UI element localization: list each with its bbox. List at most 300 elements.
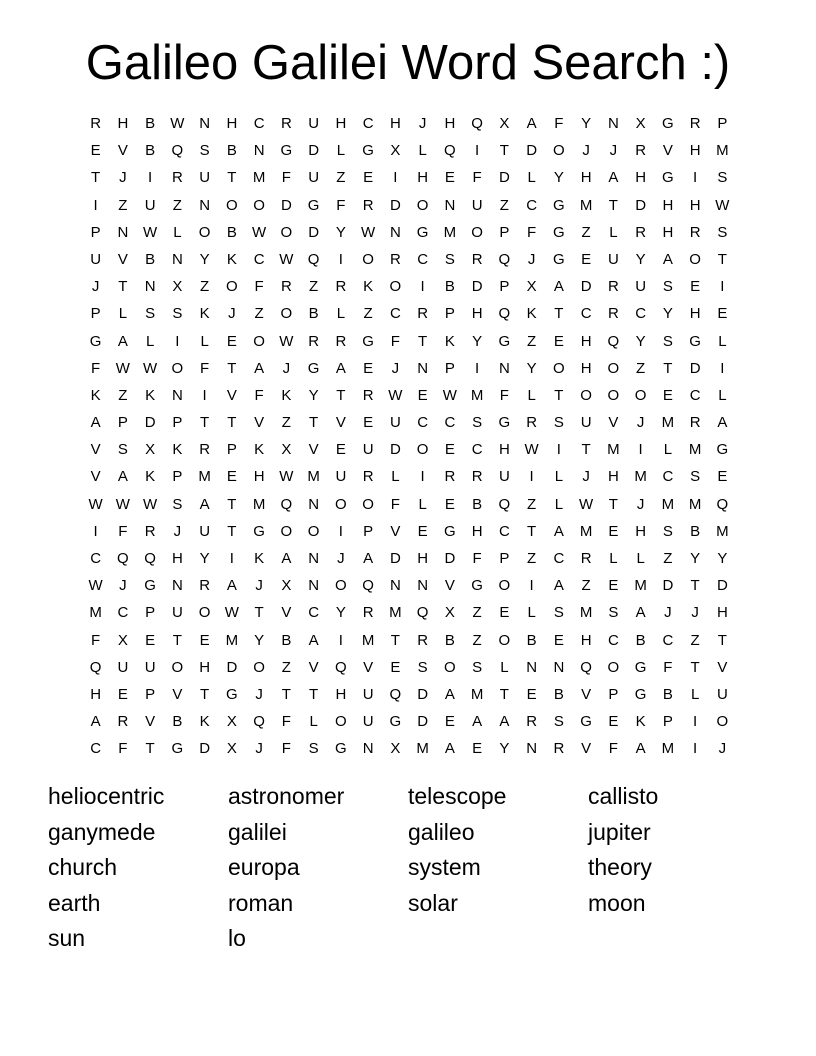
grid-letter: M [389,604,402,622]
grid-letter: R [471,250,483,268]
grid-letter: O [498,577,511,595]
grid-letter: O [171,658,184,676]
grid-letter: I [393,169,398,187]
grid-letter: I [93,196,98,214]
grid-letter: O [280,305,293,323]
grid-letter: J [636,495,645,513]
grid-letter: W [279,332,294,350]
grid-letter: I [693,740,698,758]
grid-letter: B [526,631,537,649]
grid-letter: E [363,169,374,187]
grid-letter: W [388,386,403,404]
grid-letter: R [689,115,701,132]
grid-letter: T [172,631,182,649]
grid-letter: N [607,115,619,132]
grid-letter: U [144,196,156,214]
grid-letter: F [281,740,291,758]
grid-letter: H [117,115,129,132]
grid-letter: T [608,495,618,513]
grid-letter: T [227,522,237,540]
grid-letter: K [199,305,210,323]
word-list-item: roman [228,889,294,916]
grid-letter: Q [471,115,483,132]
grid-letter: M [634,577,647,595]
grid-letter: G [89,332,102,350]
grid-letter: Y [526,359,537,377]
grid-letter: P [717,115,728,132]
grid-letter: F [200,359,210,377]
grid-letter: C [471,441,483,459]
grid-letter: P [145,604,156,622]
grid-letter: V [281,604,292,622]
grid-letter: O [498,631,511,649]
grid-letter: L [336,305,346,323]
grid-letter: F [554,115,564,132]
grid-letter: Y [717,550,728,567]
grid-letter: V [390,522,401,540]
grid-letter: W [143,223,158,241]
grid-letter: Z [499,196,509,214]
grid-letter: I [556,441,561,459]
grid-letter: P [499,550,510,567]
grid-letter: H [662,223,674,241]
grid-letter: B [690,522,701,540]
grid-letter: E [145,631,156,649]
grid-letter: L [663,441,673,459]
grid-letter: H [662,196,674,214]
grid-letter: A [635,604,646,622]
grid-letter: F [118,522,128,540]
grid-letter: G [553,250,565,268]
grid-letter: Z [527,332,537,350]
word-list-item: astronomer [228,783,345,809]
grid-letter: B [172,713,183,731]
grid-letter: Z [527,495,537,513]
grid-letter: C [417,250,429,268]
grid-letter: Q [307,250,320,268]
grid-letter: D [526,142,538,160]
grid-letter: C [526,196,538,214]
grid-letter: U [580,414,592,432]
grid-letter: R [526,414,538,432]
word-list-item: theory [588,854,652,881]
grid-letter: W [442,386,457,404]
grid-letter: R [362,386,374,404]
grid-letter: K [199,713,210,731]
grid-letter: W [361,223,376,241]
grid-letter: C [635,305,647,323]
grid-letter: O [634,386,647,404]
grid-letter: G [307,359,320,377]
word-list-item: lo [228,925,246,952]
grid-letter: T [554,305,564,323]
grid-letter: Q [144,550,156,567]
grid-letter: E [526,685,537,703]
grid-letter: Z [527,550,537,567]
grid-letter: B [281,631,292,649]
grid-letter: L [527,386,536,404]
grid-letter: R [280,278,292,296]
grid-letter: Z [472,631,482,649]
grid-letter: C [308,604,320,622]
grid-letter: V [145,713,156,731]
grid-letter: C [607,631,619,649]
grid-letter: X [390,740,401,758]
grid-letter: V [90,468,101,486]
grid-letter: D [471,278,483,296]
grid-letter: R [580,550,592,567]
grid-letter: F [91,359,101,377]
grid-letter: N [389,223,401,241]
grid-letter: D [417,713,429,731]
grid-letter: S [717,223,728,241]
grid-letter: M [579,604,593,622]
grid-letter: T [309,685,319,703]
grid-letter: V [363,658,374,676]
grid-letter: Y [635,332,646,350]
grid-letter: S [690,468,701,486]
grid-letter: L [336,142,346,160]
grid-letter: E [608,577,619,595]
grid-letter: W [224,604,239,622]
grid-letter: E [390,658,401,676]
grid-letter: D [226,658,238,676]
grid-letter: V [308,441,319,459]
grid-letter: A [553,278,564,296]
grid-letter: R [280,115,292,132]
grid-letter: B [226,142,237,160]
grid-letter: D [444,550,456,567]
grid-letter: H [253,468,265,486]
grid-letter: E [335,441,346,459]
grid-letter: R [635,223,647,241]
grid-letter: Q [498,250,511,268]
word-list-item: europa [228,854,300,881]
grid-letter: O [553,142,565,160]
grid-letter: A [308,631,319,649]
grid-letter: B [444,631,455,649]
word-list-item: moon [588,889,646,916]
grid-letter: X [226,713,237,731]
grid-letter: B [145,250,156,268]
grid-letter: E [444,495,455,513]
grid-letter: H [199,658,211,676]
grid-letter: A [226,577,237,595]
grid-letter: K [363,278,374,296]
grid-letter: R [444,468,456,486]
grid-letter: I [93,522,98,540]
grid-letter: P [499,223,510,241]
grid-letter: Y [335,223,346,241]
grid-letter: K [254,550,265,567]
grid-letter: C [90,740,102,758]
grid-letter: Z [581,577,591,595]
grid-letter: A [199,495,210,513]
grid-letter: T [690,658,700,676]
grid-letter: H [471,522,483,540]
grid-letter: J [255,685,263,703]
grid-letter: L [500,658,509,676]
grid-letter: M [661,495,675,513]
word-list-item: sun [48,925,86,952]
grid-letter: W [88,577,103,595]
grid-letter: F [254,278,264,296]
grid-letter: D [389,550,401,567]
grid-letter: Z [172,196,182,214]
grid-letter: G [444,522,456,540]
grid-letter: O [307,522,320,540]
grid-letter: T [499,685,509,703]
grid-letter: R [171,169,183,187]
grid-letter: R [689,223,701,241]
grid-letter: R [362,196,374,214]
grid-letter: H [689,305,701,323]
grid-letter: E [472,740,483,758]
grid-letter: G [580,713,592,731]
grid-letter: R [117,713,129,731]
grid-letter: U [171,604,183,622]
grid-letter: Z [336,169,346,187]
grid-letter: D [144,414,156,432]
grid-letter: I [175,332,180,350]
grid-letter: W [143,495,158,513]
grid-letter: X [526,278,537,296]
grid-letter: C [253,115,265,132]
grid-letter: K [526,305,537,323]
grid-letter: S [662,522,673,540]
grid-letter: H [580,169,592,187]
grid-letter: E [444,169,455,187]
grid-letter: Q [171,142,184,160]
grid-letter: C [498,522,510,540]
grid-letter: G [280,142,293,160]
grid-letter: R [144,522,156,540]
grid-letter: Q [498,305,511,323]
grid-letter: S [444,250,455,268]
grid-letter: C [580,305,592,323]
grid-letter: R [335,278,347,296]
grid-letter: M [252,169,266,187]
grid-letter: P [444,359,455,377]
grid-letter: S [662,278,673,296]
grid-letter: Z [363,305,373,323]
grid-letter: M [688,441,702,459]
grid-letter: F [608,740,618,758]
grid-letter: G [389,713,402,731]
grid-letter: P [117,414,128,432]
grid-letter: S [472,658,483,676]
grid-letter: T [499,142,509,160]
grid-letter: I [693,169,698,187]
grid-letter: D [716,577,728,595]
grid-letter: E [199,631,210,649]
grid-letter: Z [472,604,482,622]
grid-letter: B [472,495,483,513]
grid-letter: A [363,550,374,567]
grid-letter: C [417,414,429,432]
grid-letter: U [362,685,374,703]
page-title: Galileo Galilei Word Search :) [85,36,731,90]
grid-letter: H [389,115,401,132]
grid-letter: R [417,631,429,649]
grid-letter: Q [444,142,456,160]
grid-letter: R [417,305,429,323]
grid-letter: K [444,332,455,350]
grid-letter: O [253,196,265,214]
grid-letter: T [581,441,591,459]
grid-letter: A [472,713,483,731]
grid-letter: K [90,386,101,404]
grid-letter: H [580,332,592,350]
grid-letter: N [199,115,211,132]
grid-letter: U [335,468,347,486]
grid-letter: Q [580,658,592,676]
grid-letter: E [90,142,101,160]
grid-letter: U [308,115,320,132]
grid-letter: X [226,740,237,758]
grid-letter: P [363,522,374,540]
grid-letter: O [580,386,592,404]
grid-letter: F [472,169,482,187]
grid-letter: T [690,577,700,595]
grid-letter: G [553,196,565,214]
grid-letter: T [717,250,727,268]
grid-letter: N [308,577,320,595]
grid-letter: L [173,223,182,241]
grid-letter: W [279,468,294,486]
grid-letter: Q [416,604,429,622]
grid-letter: V [254,414,265,432]
grid-letter: Z [663,550,673,567]
grid-letter: H [417,169,429,187]
grid-letter: Q [253,713,265,731]
grid-letter: T [717,631,727,649]
grid-letter: M [416,740,429,758]
grid-letter: C [117,604,129,622]
grid-letter: G [498,332,511,350]
grid-letter: T [118,278,128,296]
grid-letter: M [661,414,675,432]
grid-letter: B [553,685,564,703]
grid-letter: P [90,305,101,323]
grid-letter: N [553,658,565,676]
grid-letter: O [689,250,701,268]
grid-letter: H [171,550,183,567]
grid-letter: C [362,115,374,132]
grid-letter: R [635,142,647,160]
grid-letter: F [527,223,537,241]
grid-letter: E [444,713,455,731]
grid-letter: L [527,604,536,622]
grid-letter: F [336,196,346,214]
grid-letter: S [553,713,564,731]
grid-letter: I [148,169,153,187]
grid-letter: N [308,550,320,567]
word-list-item: jupiter [588,818,651,845]
grid-letter: I [720,278,725,296]
grid-letter: Q [89,658,102,676]
grid-letter: E [690,278,701,296]
grid-letter: Y [199,550,210,567]
grid-letter: E [444,441,455,459]
grid-letter: W [115,495,130,513]
grid-letter: H [417,550,429,567]
grid-letter: U [308,169,320,187]
grid-letter: T [281,685,291,703]
grid-letter: H [580,631,592,649]
grid-letter: V [172,685,183,703]
grid-letter: P [226,441,237,459]
grid-letter: J [119,169,127,187]
grid-letter: N [117,223,129,241]
grid-letter: T [254,604,264,622]
grid-letter: I [202,386,207,404]
grid-letter: B [145,115,156,132]
word-list-item: church [48,854,118,881]
word-list-item: galileo [408,818,475,845]
grid-letter: J [718,740,727,758]
letter-grid [82,110,736,763]
grid-letter: L [527,169,536,187]
grid-letter: F [281,169,291,187]
grid-letter: W [115,359,130,377]
grid-letter: F [281,713,291,731]
grid-letter: X [635,115,646,132]
grid-letter: Q [389,685,402,703]
grid-letter: T [336,386,346,404]
grid-letter: Y [199,250,210,268]
grid-letter: Z [581,223,591,241]
grid-letter: M [661,740,675,758]
grid-letter: O [416,196,429,214]
grid-letter: C [553,550,565,567]
grid-letter: H [635,169,647,187]
grid-letter: L [200,332,209,350]
grid-letter: I [529,577,534,595]
grid-letter: A [662,250,673,268]
grid-letter: O [416,441,429,459]
grid-letter: D [308,223,320,241]
grid-letter: L [309,713,318,731]
grid-letter: Y [690,550,701,567]
grid-letter: I [420,468,425,486]
grid-letter: Z [281,414,291,432]
grid-letter: C [253,250,265,268]
grid-letter: B [145,142,156,160]
grid-letter: N [253,142,265,160]
grid-letter: W [88,495,103,513]
grid-letter: I [638,441,643,459]
grid-letter: C [389,305,401,323]
grid-letter: L [418,142,427,160]
grid-letter: O [253,658,265,676]
grid-letter: A [635,740,646,758]
grid-letter: J [609,142,618,160]
grid-letter: K [635,713,646,731]
grid-letter: A [444,740,455,758]
word-list-item: galilei [228,818,287,845]
grid-letter: B [226,223,237,241]
grid-letter: A [608,169,619,187]
grid-letter: Y [635,250,646,268]
grid-letter: T [200,414,210,432]
grid-letter: P [499,278,510,296]
grid-letter: J [391,359,400,377]
grid-letter: G [362,142,374,160]
grid-letter: M [579,522,593,540]
grid-letter: M [89,604,102,622]
grid-letter: V [444,577,455,595]
